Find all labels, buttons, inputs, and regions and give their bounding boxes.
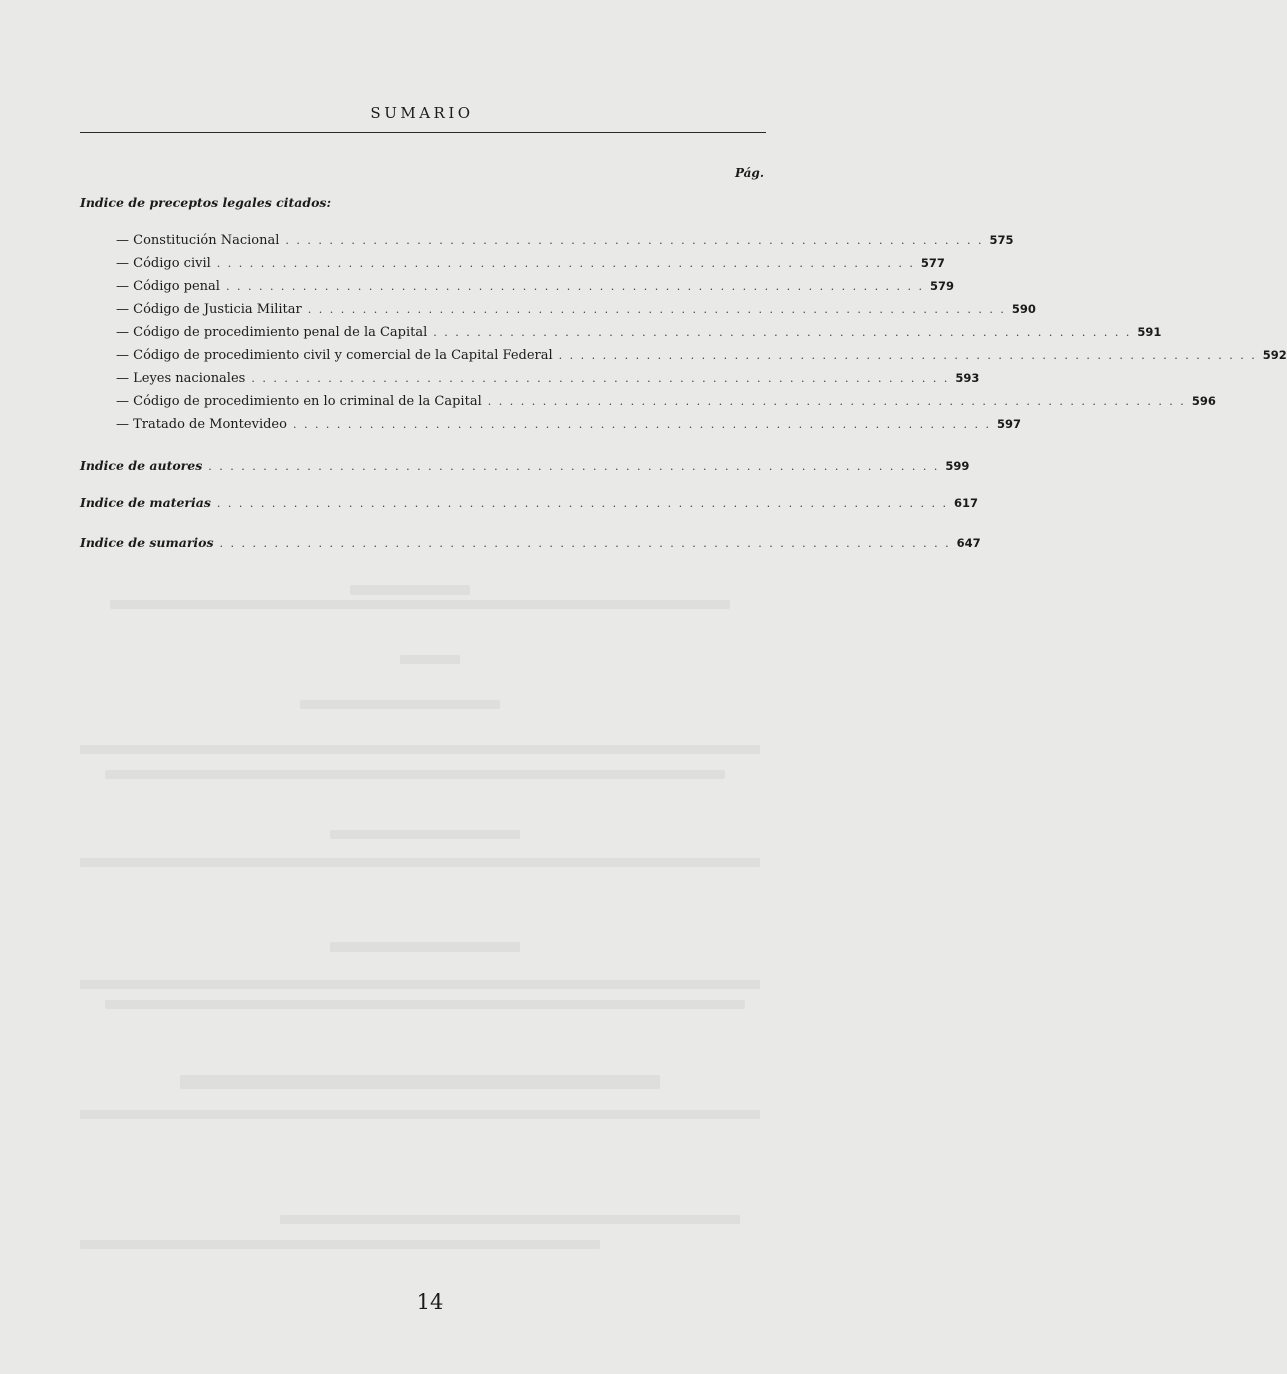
toc-entry-label: — Código civil [116, 256, 211, 271]
toc-entry-label: — Código penal [116, 279, 220, 294]
toc-entry-label: — Código de procedimiento en lo criminal de la Capital [116, 394, 482, 409]
leader-dots: . . . . . . . . . . . . . . . . . . . . . . . . . . . . . . . . . . . . . . . . . . . . . . . . . . . . . . . . . . . . . . . . [292, 418, 992, 431]
index-entry-label: Indice de sumarios [80, 535, 214, 550]
toc-entry-label: — Código de Justicia Militar [116, 302, 302, 317]
bleed-through-mark [105, 1000, 745, 1009]
index-entry-page: 617 [953, 496, 978, 510]
index-entry-label: Indice de autores [80, 458, 203, 473]
toc-entry-label: — Tratado de Montevideo [116, 417, 287, 432]
toc-entry [116, 325, 1162, 340]
toc-entry [116, 348, 1287, 363]
bleed-through-mark [80, 745, 760, 754]
leader-dots: . . . . . . . . . . . . . . . . . . . . . . . . . . . . . . . . . . . . . . . . . . . . . . . . . . . . . . . . . . . . . . . . . . . [219, 537, 951, 550]
bleed-through-mark [280, 1215, 740, 1224]
leader-dots: . . . . . . . . . . . . . . . . . . . . . . . . . . . . . . . . . . . . . . . . . . . . . . . . . . . . . . . . . . . . . . . . [433, 326, 1132, 339]
leader-dots: . . . . . . . . . . . . . . . . . . . . . . . . . . . . . . . . . . . . . . . . . . . . . . . . . . . . . . . . . . . . . . . . [285, 234, 984, 247]
leader-dots: . . . . . . . . . . . . . . . . . . . . . . . . . . . . . . . . . . . . . . . . . . . . . . . . . . . . . . . . . . . . . . . . . . . [216, 497, 948, 510]
toc-entry-label: — Constitución Nacional [116, 233, 280, 248]
toc-entry-page: 592 [1262, 348, 1287, 362]
index-entry [80, 495, 978, 510]
toc-entry [116, 279, 955, 294]
title-rule [80, 132, 766, 133]
leader-dots: . . . . . . . . . . . . . . . . . . . . . . . . . . . . . . . . . . . . . . . . . . . . . . . . . . . . . . . . . . . . . . . . [307, 303, 1006, 316]
index-entry-page: 599 [945, 459, 970, 473]
toc-entry-page: 575 [989, 233, 1014, 247]
index-entry-label: Indice de materias [80, 495, 211, 510]
toc-entry-page: 579 [930, 279, 955, 293]
leader-dots: . . . . . . . . . . . . . . . . . . . . . . . . . . . . . . . . . . . . . . . . . . . . . . . . . . . . . . . . . . . . . . . . [216, 257, 915, 270]
bleed-through-mark [80, 980, 760, 989]
bleed-through-mark [400, 655, 460, 664]
toc-entry-page: 590 [1011, 302, 1036, 316]
bleed-through-mark [300, 700, 500, 709]
toc-entry [116, 302, 1036, 317]
toc-entry-label: — Código de procedimiento penal de la Capital [116, 325, 428, 340]
page-column-label: Pág. [734, 166, 764, 180]
toc-entry [116, 256, 945, 271]
toc-entry [116, 417, 1022, 432]
bleed-through-mark [80, 1240, 600, 1249]
precepts-heading: Indice de preceptos legales citados: [80, 195, 332, 210]
toc-entry-page: 597 [997, 417, 1022, 431]
bleed-through-mark [80, 858, 760, 867]
toc-entry-label: — Leyes nacionales [116, 371, 246, 386]
page-number: 14 [416, 1290, 444, 1314]
toc-entry [116, 371, 980, 386]
index-entry [80, 535, 981, 550]
leader-dots: . . . . . . . . . . . . . . . . . . . . . . . . . . . . . . . . . . . . . . . . . . . . . . . . . . . . . . . . . . . . . . . . . . . [208, 460, 940, 473]
bleed-through-mark [180, 1075, 660, 1089]
bleed-through-mark [330, 942, 520, 952]
leader-dots: . . . . . . . . . . . . . . . . . . . . . . . . . . . . . . . . . . . . . . . . . . . . . . . . . . . . . . . . . . . . . . . . [558, 349, 1257, 362]
toc-entry-page: 593 [955, 371, 980, 385]
bleed-through-mark [80, 1110, 760, 1119]
toc-entry-label: — Código de procedimiento civil y comercial de la Capital Federal [116, 348, 553, 363]
index-entry [80, 458, 970, 473]
leader-dots: . . . . . . . . . . . . . . . . . . . . . . . . . . . . . . . . . . . . . . . . . . . . . . . . . . . . . . . . . . . . . . . . [487, 395, 1186, 408]
bleed-through-mark [110, 600, 730, 609]
leader-dots: . . . . . . . . . . . . . . . . . . . . . . . . . . . . . . . . . . . . . . . . . . . . . . . . . . . . . . . . . . . . . . . . [251, 372, 950, 385]
toc-entry-page: 596 [1191, 394, 1216, 408]
toc-entry-page: 591 [1137, 325, 1162, 339]
leader-dots: . . . . . . . . . . . . . . . . . . . . . . . . . . . . . . . . . . . . . . . . . . . . . . . . . . . . . . . . . . . . . . . . [225, 280, 925, 293]
page-title: SUMARIO [370, 104, 474, 122]
toc-entry [116, 233, 1014, 248]
bleed-through-mark [330, 830, 520, 839]
toc-entry-page: 577 [920, 256, 945, 270]
bleed-through-mark [350, 585, 470, 595]
toc-entry [116, 394, 1216, 409]
index-entry-page: 647 [956, 536, 981, 550]
bleed-through-mark [105, 770, 725, 779]
